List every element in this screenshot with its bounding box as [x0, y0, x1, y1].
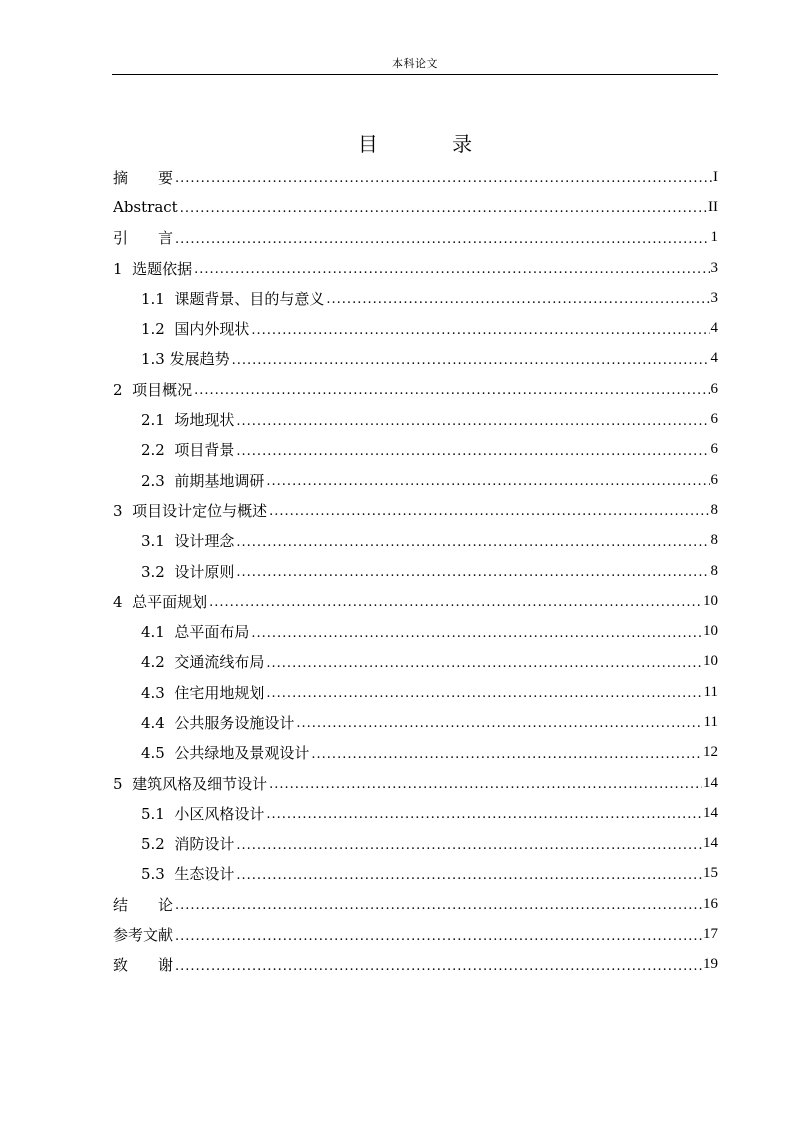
toc-dot-leader: [269, 774, 702, 792]
toc-dot-leader: [194, 259, 709, 277]
toc-dot-leader: [236, 865, 702, 883]
toc-entry[interactable]: [113, 647, 718, 677]
toc-dot-leader: [251, 623, 702, 641]
toc-entry[interactable]: [113, 919, 718, 949]
toc-entry-page: 11: [703, 683, 718, 700]
toc-entry-label: 1.2 国内外现状: [141, 320, 250, 339]
toc-entry-page: 6: [710, 380, 718, 397]
toc-entry[interactable]: [113, 829, 718, 859]
toc-entry-label: 1 选题依据: [113, 259, 193, 278]
toc-dot-leader: [175, 926, 702, 944]
toc-dot-leader: [269, 501, 709, 519]
toc-dot-leader: [236, 835, 702, 853]
toc-dot-leader: [251, 320, 709, 338]
toc-entry[interactable]: [113, 889, 718, 919]
toc-entry-label: 4.3 住宅用地规划: [141, 683, 265, 702]
toc-entry[interactable]: [113, 768, 718, 798]
toc-entry-label: 5.3 生态设计: [141, 865, 235, 884]
toc-dot-leader: [175, 895, 702, 913]
toc-entry[interactable]: [113, 283, 718, 313]
toc-entry-page: 1: [710, 229, 718, 246]
toc-entry-page: 4: [710, 320, 718, 337]
toc-entry-label: 2 项目概况: [113, 380, 193, 399]
toc-dot-leader: [266, 471, 709, 489]
toc-entry[interactable]: [113, 404, 718, 434]
toc-entry-label: 引 言: [113, 229, 174, 248]
toc-entry[interactable]: [113, 859, 718, 889]
toc-entry-page: 19: [703, 956, 718, 973]
toc-entry-label: 2.3 前期基地调研: [141, 471, 265, 490]
toc-entry-page: 10: [703, 592, 718, 609]
toc-dot-leader: [236, 532, 709, 550]
toc-entry-page: 8: [710, 501, 718, 518]
toc-entry-label: 4.1 总平面布局: [141, 623, 250, 642]
toc-entry[interactable]: [113, 162, 718, 192]
toc-dot-leader: [232, 350, 710, 368]
toc-entry[interactable]: [113, 586, 718, 616]
toc-entry-page: 12: [703, 744, 718, 761]
toc-entry[interactable]: [113, 313, 718, 343]
toc-entry-label: 3.1 设计理念: [141, 532, 235, 551]
toc-entry[interactable]: [113, 344, 718, 374]
toc-entry[interactable]: [113, 223, 718, 253]
toc-entry-page: 11: [703, 713, 718, 730]
toc-entry-label: 结 论: [113, 895, 174, 914]
toc-entry-label: 4.2 交通流线布局: [141, 653, 265, 672]
toc-entry[interactable]: [113, 677, 718, 707]
toc-entry-page: 17: [703, 926, 718, 943]
toc-entry[interactable]: [113, 950, 718, 980]
toc-entry-label: 3.2 设计原则: [141, 562, 235, 581]
toc-entry-label: 摘 要: [113, 168, 174, 187]
toc-dot-leader: [175, 956, 702, 974]
toc-entry-label: 3 项目设计定位与概述: [113, 501, 268, 520]
toc-entry-label: 1.3 发展趋势: [141, 350, 230, 369]
toc-entry-label: Abstract: [113, 198, 178, 217]
toc-entry-page: 10: [703, 623, 718, 640]
toc-entry-page: 6: [710, 471, 718, 488]
toc-entry-label: 4.5 公共绿地及景观设计: [141, 744, 310, 763]
toc-entry-label: 致 谢: [113, 956, 174, 975]
toc-entry[interactable]: [113, 616, 718, 646]
toc-entry-page: 8: [710, 562, 718, 579]
toc-entry-page: 16: [703, 895, 718, 912]
toc-entry[interactable]: [113, 738, 718, 768]
toc-entry[interactable]: [113, 526, 718, 556]
toc-entry-page: 6: [710, 441, 718, 458]
toc-entry-label: 5.1 小区风格设计: [141, 804, 265, 823]
toc-entry-page: 14: [703, 835, 718, 852]
toc-dot-leader: [180, 198, 707, 216]
toc-dot-leader: [296, 713, 702, 731]
toc-dot-leader: [266, 653, 702, 671]
toc-entry-page: II: [708, 198, 718, 215]
toc-entry-label: 5 建筑风格及细节设计: [113, 774, 268, 793]
toc-entry-page: 4: [710, 350, 718, 367]
toc-entry[interactable]: [113, 435, 718, 465]
toc-dot-leader: [209, 592, 702, 610]
toc-entry-page: 6: [710, 411, 718, 428]
toc-dot-leader: [266, 804, 702, 822]
toc-dot-leader: [311, 744, 702, 762]
toc-entry-page: 14: [703, 804, 718, 821]
header-text: 本科论文: [392, 57, 438, 70]
toc-entry[interactable]: [113, 465, 718, 495]
toc-entry[interactable]: [113, 707, 718, 737]
toc-dot-leader: [236, 562, 709, 580]
toc-entry-page: I: [713, 168, 718, 185]
toc-dot-leader: [175, 168, 712, 186]
toc-entry-label: 2.1 场地现状: [141, 411, 235, 430]
toc-entry[interactable]: [113, 495, 718, 525]
toc-entry-label: 1.1 课题背景、目的与意义: [141, 289, 325, 308]
toc-entry-page: 15: [703, 865, 718, 882]
toc-entry[interactable]: [113, 556, 718, 586]
toc-entry-label: 4.4 公共服务设施设计: [141, 713, 295, 732]
toc-entry-page: 10: [703, 653, 718, 670]
toc-entry-label: 5.2 消防设计: [141, 835, 235, 854]
toc-dot-leader: [236, 441, 709, 459]
toc-entry[interactable]: [113, 192, 718, 222]
toc-dot-leader: [194, 380, 709, 398]
toc-entry-label: 2.2 项目背景: [141, 441, 235, 460]
toc-title: 目 录: [357, 132, 507, 156]
toc-entry-page: 3: [710, 259, 718, 276]
toc-entry-page: 3: [710, 289, 718, 306]
toc-entry-page: 8: [710, 532, 718, 549]
toc-dot-leader: [236, 411, 709, 429]
toc-entry[interactable]: [113, 374, 718, 404]
toc-entry[interactable]: [113, 798, 718, 828]
toc-entry[interactable]: [113, 253, 718, 283]
table-of-contents: [113, 162, 718, 980]
toc-entry-label: 参考文献: [113, 926, 174, 945]
toc-dot-leader: [175, 229, 709, 247]
toc-entry-label: 4 总平面规划: [113, 592, 208, 611]
toc-dot-leader: [326, 289, 709, 307]
toc-dot-leader: [266, 683, 702, 701]
page-header: [112, 52, 718, 75]
toc-entry-page: 14: [703, 774, 718, 791]
